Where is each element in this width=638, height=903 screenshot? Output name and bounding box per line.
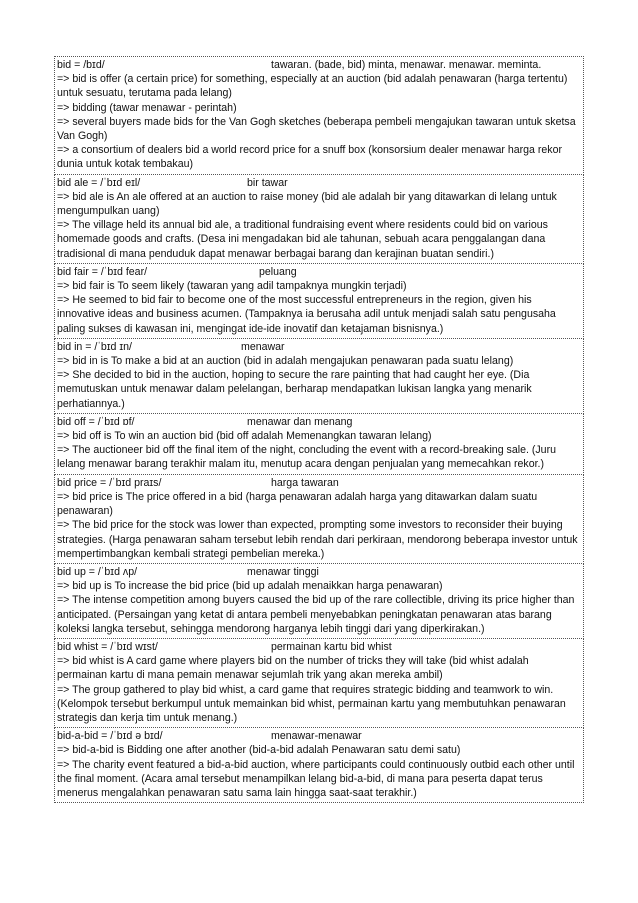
entry-term: bid price = /ˈbɪd praɪs/ [57,476,162,489]
entry-bid-in [54,339,584,414]
entry-line: => The auctioneer bid off the final item of the night, concluding the event with a record-breaking sale. (Juru lelang menawar barang terakhir malam itu, menutup acara dengan penjualan yang memecahkan rekor.) [57,444,556,471]
entry-head [57,415,581,429]
entry-line: => bid is offer (a certain price) for something, especially at an auction (bid adalah penawaran (harga tertentu) untuk sesuatu, terutama pada lelang) [57,73,568,100]
entry-line: => bid in is To make a bid at an auction (bid in adalah mengajukan penawaran pada suatu lelang) [57,355,514,368]
entry-line: => The bid price for the stock was lower than expected, prompting some investors to reconsider their buying strategies. (Harga penawaran saham tersebut lebih rendah dari perkiraan, mendorong beberapa investor untuk mempertimbangkan kembali strategi pembelian mereka.) [57,519,578,560]
entry-line: => several buyers made bids for the Van Gogh sketches (beberapa pembeli mengajukan tawaran untuk sketsa Van Gogh) [57,115,576,143]
entry-meaning: menawar tinggi [247,565,319,578]
entry-term: bid up = /ˈbɪd ʌp/ [57,565,138,578]
entry-bid-whist [54,639,584,728]
entry-meaning: peluang [259,265,297,278]
entry-head [57,565,581,579]
entry-line: => The group gathered to play bid whist, a card game that requires strategic bidding and teamwork to win. (Kelompok tersebut berkumpul untuk memainkan bid whist, permainan kartu yang membutuhkan penawaran strategis dan kerja tim untuk menang.) [57,683,566,724]
entry-line: => bid off is To win an auction bid (bid off adalah Memenangkan tawaran lelang) [57,430,432,443]
entry-bid-up [54,564,584,639]
entry-line: => bid fair is To seem likely (tawaran yang adil tampaknya mungkin terjadi) [57,280,407,293]
entry-meaning: tawaran. (bade, bid) minta, menawar. menawar. meminta. [271,59,542,71]
entry-term: bid = /bɪd/ [57,59,105,71]
entry-meaning: bir tawar [247,176,288,189]
entry-head [57,176,581,190]
entry-bid-a-bid [54,728,584,803]
entry-meaning: harga tawaran [271,476,339,489]
entry-bid-fair [54,264,584,339]
entry-meaning: permainan kartu bid whist [271,640,392,653]
entry-line: => The intense competition among buyers caused the bid up of the rare collectible, driving its price higher than anticipated. (Persaingan yang ketat di antara pembeli menyebabkan peningkatan penawaran atas barang koleksi langka tersebut, sehingga mendorong harganya lebih tinggi dari yang diperkirakan.) [57,594,575,635]
dictionary-page [54,56,584,803]
entry-term: bid off = /ˈbɪd ɒf/ [57,415,135,428]
entry-line: => bid whist is A card game where players bid on the number of tricks they will take (bid whist adalah permainan kartu di mana pemain menawar sejumlah trik yang akan mereka ambil) [57,655,529,682]
entry-bid-price [54,475,584,564]
entry-head [57,640,581,654]
entry-line: => The charity event featured a bid-a-bid auction, where participants could continuously outbid each other until the final moment. (Acara amal tersebut menampilkan lelang bid-a-bid, di mana para peserta dapat terus menerus mengalahkan penawaran satu sama lain hingga saat-saat terakhir.) [57,758,575,799]
entry-term: bid in = /ˈbɪd ɪn/ [57,340,132,353]
entry-line: => bid up is To increase the bid price (bid up adalah menaikkan harga penawaran) [57,580,443,593]
entry-term: bid fair = /ˈbɪd fear/ [57,265,148,278]
entry-term: bid whist = /ˈbɪd wɪst/ [57,640,158,653]
entry-meaning: menawar-menawar [271,730,362,743]
entry-head [57,58,581,72]
entry-head [57,340,581,354]
entry-term: bid-a-bid = /ˈbɪd ə bɪd/ [57,730,163,743]
entry-head [57,265,581,279]
entry-meaning: menawar [241,340,285,353]
entry-line: => bidding (tawar menawar - perintah) [57,101,237,114]
entry-line: => bid-a-bid is Bidding one after another (bid-a-bid adalah Penawaran satu demi satu) [57,744,461,757]
entry-line: => bid price is The price offered in a bid (harga penawaran adalah harga yang ditawarkan dalam suatu penawaran) [57,490,538,518]
entry-line: => bid ale is An ale offered at an auction to raise money (bid ale adalah bir yang ditawarkan di lelang untuk mengumpulkan uang) [57,190,557,218]
entry-line: => She decided to bid in the auction, hoping to secure the rare painting that had caught her eye. (Dia memutuskan untuk menawar dalam pelelangan, berharap mendapatkan lukisan langka yang menarik perhatiannya.) [57,369,532,410]
entry-bid-ale [54,175,584,264]
entry-term: bid ale = /ˈbɪd eɪl/ [57,176,141,189]
entry-line: => a consortium of dealers bid a world record price for a snuff box (konsorsium dealer menawar harga rekor dunia untuk kotak tembakau) [57,144,563,171]
entry-line: => The village held its annual bid ale, a traditional fundraising event where residents could bid on various homemade goods and crafts. (Desa ini mengadakan bid ale tahunan, sebuah acara penggalangan dana tradisional di mana penduduk dapat menawar berbagai barang dan kerajinan buatan sendiri.) [57,219,548,260]
entry-meaning: menawar dan menang [247,415,353,428]
entry-head [57,729,581,743]
entry-bid [54,56,584,175]
entry-bid-off [54,414,584,475]
entry-line: => He seemed to bid fair to become one of the most successful entrepreneurs in the region, given his innovative ideas and business acumen. (Tampaknya ia berusaha adil untuk menjadi salah satu pengusaha paling sukses di kawasan ini, mengingat ide-ide inovatif dan ketajaman bisnisnya.) [57,294,556,335]
entry-head [57,476,581,490]
